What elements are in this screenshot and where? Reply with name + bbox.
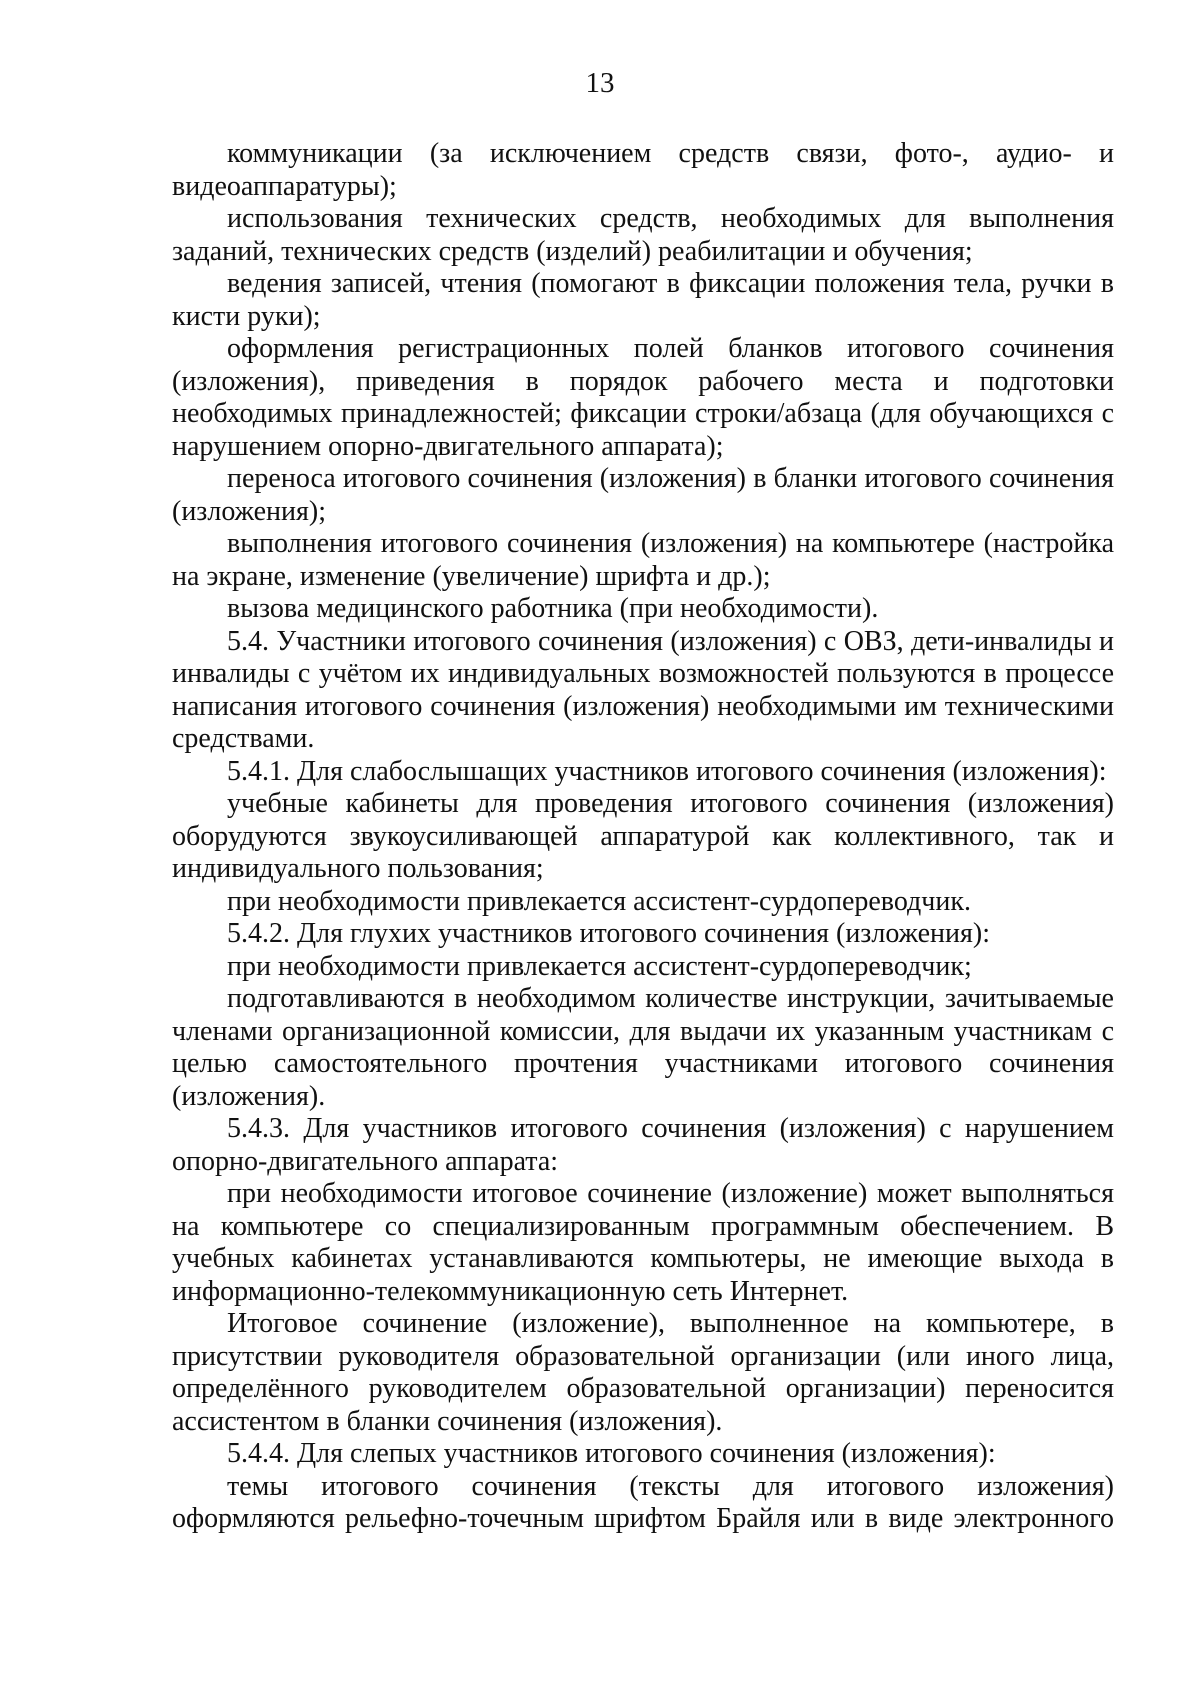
paragraph: при необходимости привлекается ассистент-сурдопереводчик; <box>227 950 972 982</box>
paragraph: учебные кабинеты для проведения итогового сочинения (изложения) оборудуются звукоусиливающей аппаратурой как коллективного, так и индивидуального пользования; <box>172 788 1114 884</box>
paragraph: выполнения итогового сочинения (изложения) на компьютере (настройка на экране, изменение (увеличение) шрифта и др.); <box>172 528 1114 592</box>
paragraph: использования технических средств, необходимых для выполнения заданий, технических средств (изделий) реабилитации и обучения; <box>172 203 1114 267</box>
paragraph: подготавливаются в необходимом количестве инструкции, зачитываемые членами организационной комиссии, для выдачи их указанным участникам с целью самостоятельного прочтения участниками итогового сочинения (изложения). <box>172 983 1114 1112</box>
paragraph: переноса итогового сочинения (изложения) в бланки итогового сочинения (изложения); <box>172 463 1114 527</box>
page-number: 13 <box>585 67 615 99</box>
paragraph: 5.4.3. Для участников итогового сочинения (изложения) с нарушением опорно-двигательного аппарата: <box>172 1113 1114 1177</box>
paragraph: Итоговое сочинение (изложение), выполненное на компьютере, в присутствии руководителя образовательной организации (или иного лица, определённого руководителем образовательной организации) переносится ассистентом в бланки сочинения (изложения). <box>172 1308 1114 1437</box>
paragraph: темы итогового сочинения (тексты для итогового изложения) оформляются рельефно-точечным шрифтом Брайля или в виде электронного <box>172 1470 1114 1534</box>
paragraph: оформления регистрационных полей бланков итогового сочинения (изложения), приведения в порядок рабочего места и подготовки необходимых принадлежностей; фиксации строки/абзаца (для обучающихся с нарушением опорно-двигательного аппарата); <box>172 333 1114 462</box>
paragraph: 5.4.4. Для слепых участников итогового сочинения (изложения): <box>227 1438 996 1469</box>
paragraph: 5.4.1. Для слабослышащих участников итогового сочинения (изложения): <box>227 755 1107 787</box>
paragraph: 5.4.2. Для глухих участников итогового сочинения (изложения): <box>227 918 990 949</box>
paragraph: при необходимости привлекается ассистент-сурдопереводчик. <box>227 885 971 917</box>
paragraph: 5.4. Участники итогового сочинения (изложения) с ОВЗ, дети-инвалиды и инвалиды с учётом их индивидуальных возможностей пользуются в процессе написания итогового сочинения (изложения) необходимыми им техническими средствами. <box>172 625 1114 754</box>
paragraph: вызова медицинского работника (при необходимости). <box>227 593 879 624</box>
paragraph: при необходимости итоговое сочинение (изложение) может выполняться на компьютере со специализированным программным обеспечением. В учебных кабинетах устанавливаются компьютеры, не имеющие выхода в информационно-телекоммуникационную сеть Интернет. <box>172 1178 1114 1307</box>
paragraph: ведения записей, чтения (помогают в фиксации положения тела, ручки в кисти руки); <box>172 268 1114 332</box>
document-body <box>172 138 1114 1536</box>
paragraph: коммуникации (за исключением средств связи, фото-, аудио- и видеоаппаратуры); <box>172 138 1114 202</box>
